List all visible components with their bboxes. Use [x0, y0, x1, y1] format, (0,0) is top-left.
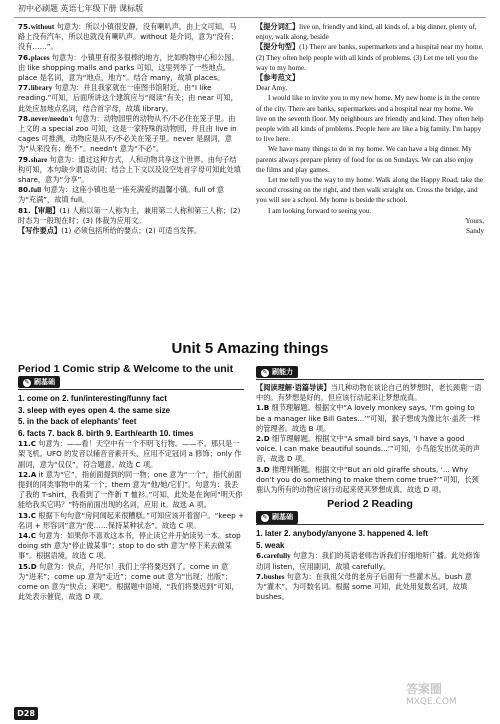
- answer-line: 6. facts 7. back 8. birth 9. Earth/earth 10. times: [18, 428, 194, 438]
- choice-item: [18, 511, 244, 531]
- page-number: D28: [14, 707, 38, 720]
- period1-answers: [18, 393, 244, 439]
- period2-title: Period 2 Reading: [327, 498, 413, 511]
- reading-item: [256, 465, 484, 496]
- answer-key: C: [30, 510, 37, 520]
- ability-badge-bar: [256, 366, 484, 380]
- item-number: 6.: [256, 551, 264, 561]
- reading-items: [256, 403, 484, 495]
- item-text: 句意为：我们的英语老师告诉我们仔细地听广播。此处修饰动词 listen，应用副词，故填 carefully。: [256, 551, 480, 571]
- explanation-item: [18, 83, 242, 114]
- period1-badge-bar: [18, 376, 244, 390]
- answer-key: C: [30, 439, 37, 449]
- reading-intro-text: 当几种动物在谈论自己的梦想时，老长颈鹿一语中的。有梦想是好的，但应该行动起来让梦想成真。: [256, 383, 482, 403]
- period2-answers: [256, 528, 484, 551]
- header-text: 初中必刷题 英语七年级下册 课标版: [18, 4, 144, 13]
- explanation-item: [256, 551, 484, 571]
- choice-item: [18, 470, 244, 511]
- item-number: 14.: [18, 531, 31, 541]
- reading-item: [256, 434, 484, 465]
- unit-title: Unit 5 Amazing things: [171, 340, 329, 357]
- model-tag: 【参考范文】: [256, 73, 300, 83]
- badge-label: 刷能力: [272, 368, 293, 376]
- letter-paragraph-4: I am looking forward to seeing you.: [268, 206, 372, 215]
- item-text: 句意为：所以小镇很安静，没有喇叭声。由上文可知，马路上没有汽车，所以也就没有喇叭声。without 是介词，意为“没有；没有……”。: [18, 22, 238, 52]
- basic-badge-2: [256, 511, 298, 523]
- period1-items: [18, 439, 244, 602]
- explanation-item: [18, 185, 242, 205]
- item-number: 77.: [18, 83, 31, 93]
- explanation-item: [256, 572, 484, 603]
- item-number: 2.: [256, 434, 264, 444]
- badge-label: 刷基础: [272, 513, 293, 522]
- answer-word: library: [30, 84, 53, 93]
- answer-line: 1. come on 2. fun/interesting/funny fact: [18, 394, 167, 404]
- basic-badge: [18, 376, 60, 388]
- period2-badge-bar: [256, 511, 484, 525]
- sentence-text: (1) There are banks, supermarkets and a hospital near my home. (2) They often help people with all kinds of problems. (3) Let me tell you the way to my home.: [256, 43, 484, 72]
- choice-item: [18, 562, 244, 603]
- item-text: 句意为：这座小镇也是一座充满爱的温馨小镇。full of 意为“充满”，故填 full。: [18, 185, 225, 205]
- ability-badge: [256, 366, 298, 378]
- watermark: [406, 680, 486, 716]
- writing-item: [18, 206, 242, 226]
- item-number: 80.: [18, 185, 31, 195]
- item-text: 根据下句句意“房间闻起来很糟糕。”可知应该开着窗户。“keep + 名词 + 形容词”意为“使……保持某种状态”。故选 C 项。: [18, 510, 244, 530]
- answer-word: without: [30, 23, 55, 31]
- item-text: (1) 人称以第一人称为主，兼用第二人称和第三人称；(2) 时态为一般现在时；(3) 体裁为应用文。: [18, 205, 241, 225]
- item-text: (1) 必须包括所给的要点；(2) 可适当发挥。: [61, 226, 202, 236]
- answer-line: 5. in the back of elephants' feet: [18, 417, 137, 427]
- item-number: 15.: [18, 561, 31, 571]
- item-text: 句意为：在我祖父母的老房子后面有一些灌木丛。bush 意为“灌木”，为可数名词。根据 some 可知，此处用复数名词，故填 bushes。: [256, 571, 472, 602]
- item-text: 句意为：快点，丹尼尔！我们上学将要迟到了。come in 意为“进来”；come up 意为“走近”；come out 意为“出现；出版”；come on 意为“快点；来吧”。根据题中语境，“我们将要迟到”可知，此处表示催促，故选 D 项。: [18, 561, 239, 602]
- item-tag: 【审题】: [30, 205, 60, 215]
- item-number: 7.: [256, 571, 264, 581]
- explanation-item: [18, 155, 242, 186]
- answer-key: B: [263, 403, 270, 413]
- letter-paragraph-1: I would like to invite you to my new home. My new home is in the centre of the city. There are banks, supermarkets and a hospital near my home. We live on the seventh floor. My neighbours are friendly and kind. They often help people with all kinds of problems. People here are like a big family. I'm happy to live here.: [256, 94, 484, 144]
- right-bottom-column: [256, 364, 484, 602]
- item-number: 1.: [256, 403, 264, 413]
- item-number: 12.: [18, 469, 31, 479]
- writing-item: [18, 226, 242, 236]
- header-rule: [14, 17, 486, 18]
- letter-closing: Yours,: [465, 216, 484, 225]
- left-top-column: [18, 22, 242, 236]
- answer-word: bushes: [263, 572, 285, 581]
- answer-key: C: [30, 531, 37, 541]
- answer-key: D: [263, 434, 270, 444]
- item-number: 13.: [18, 510, 31, 520]
- item-text: it 意为“它”，指前面提到的同一物；one 意为“一个”，指代前面提到的同类事物中的某一个；them 意为“他/她/它们”。句意为：我丢了我的 T-shirt，我看到了一件新 T 恤衫。”可知，此处是在询问“明天你能给我买它吗？”特指前面出现的名词，应用 it。故选 A 项。: [18, 469, 243, 510]
- item-text: 句意为：小镇里有很多很棒的地方，比如购物中心和公园。由 like shopping malls and parks 可知，这里列举了一些地点。place 是名词，意为“地点，地方”。结合 many，故填 places。: [18, 52, 239, 83]
- hint-tag: 【提分词汇】: [256, 22, 300, 31]
- page-header: [0, 0, 500, 20]
- badge-icon: ✎: [24, 379, 30, 387]
- letter-paragraph-2: We have many things to do in my home. We can have a big dinner. My parents always prepare plenty of food for us on Sundays. We can also enjoy the films and play games.: [256, 145, 474, 174]
- item-text: 推理判断题。根据文中“But an old giraffe shouts, ‘... Why don't you do something to make them come true?’”可知，长颈鹿认为所有的动物应该行动起来使其梦想成真。故选 D 项。: [256, 464, 479, 495]
- answer-key: A: [30, 469, 37, 479]
- right-top-column: [256, 22, 484, 236]
- period1-title: Period 1 Comic strip & Welcome to the unit: [18, 363, 234, 375]
- item-text: 细节理解题。根据文中“A small bird says, ‘I have a good voice. I can make beautiful sounds...’”可知，小鸟能发出优美的声音，故选 D 项。: [256, 434, 481, 464]
- item-number: 81.: [18, 205, 31, 215]
- item-text: 句意为：并且我家就在一座图书馆附近。由“I like reading.”可知，后面所讲这个建筑应与“阅读”有关；由 near 可知，此处应加地点名词，结合首字母，故填 library。: [18, 83, 238, 113]
- item-text: 句意为：动物园里的动物从不/不必住在笼子里。由上文的 a special zoo 可知，这是一家特殊的动物园，并且由 live in cages 可推测，动物应是从不/不必关在笼子里。never 是副词，意为“从来没有；绝不”。needn't 意为“不必”。: [18, 113, 237, 154]
- left-bottom-column: [18, 364, 244, 602]
- watermark-title: 答案圈: [406, 682, 443, 696]
- sentence-tag: 【提分句型】: [256, 42, 300, 52]
- badge-label: 刷基础: [34, 378, 55, 387]
- watermark-url: MXQE.COM: [406, 697, 457, 707]
- badge-icon: ✎: [262, 514, 268, 522]
- item-text: 句意为：如果你不喜欢这本书，停止读它并开始读另一本。stop doing sth 意为“停止做某事”；stop to do sth 意为“停下来去做某事”。根据语境，故选 C 项。: [18, 531, 241, 561]
- letter-greeting: Dear Amy,: [256, 84, 288, 93]
- answer-word: share: [30, 155, 48, 164]
- answer-word: carefully: [263, 552, 291, 561]
- explanation-item: [18, 114, 242, 155]
- explanation-item: [18, 53, 242, 84]
- period2-items: [256, 551, 484, 602]
- item-number: 78.: [18, 113, 31, 123]
- item-number: 79.: [18, 154, 31, 164]
- answer-word: never/needn't: [30, 114, 73, 123]
- hint-text: live on, friendly and kind, all kinds of, a big dinner, plenty of, enjoy, walk along, beside: [256, 23, 477, 42]
- item-number: 76.: [18, 52, 31, 62]
- reading-intro-tag: 【阅读理解·语篇导读】: [256, 383, 331, 392]
- item-text: 句意为：——看！天空中有一个不明飞行物。——不。那只是一架飞机。UFO 的发音以辅音音素开头，应用不定冠词 a 修饰；only 作副词，意为“仅仅”，符合题意。故选 C 项。: [18, 439, 242, 469]
- item-number: 3.: [256, 464, 264, 474]
- letter-signature: Sandy: [466, 227, 484, 236]
- item-number: 11.: [18, 439, 31, 449]
- choice-item: [18, 531, 244, 562]
- choice-item: [18, 439, 244, 470]
- answer-line: 3. sleep with eyes open 4. the same size: [18, 405, 171, 415]
- item-text: 细节理解题。根据文中“A lovely monkey says, ‘I'm going to be a manager like Bill Gates...’”可知，猴子想成为像比尔·盖茨一样的管理者。故选 B 项。: [256, 403, 481, 433]
- answer-word: full: [30, 186, 42, 195]
- letter-paragraph-3: Let me tell you the way to my home. Walk along the Happy Road, take the second crossing on the right, and then walk straight on. Cross the bridge, and you will see a school. My home is beside the school.: [256, 176, 484, 205]
- answer-key: D: [30, 561, 37, 571]
- reading-item: [256, 403, 484, 434]
- answer-key: D: [263, 464, 270, 474]
- explanation-item: [18, 22, 242, 53]
- item-text: 句意为：通过这种方式，人和动物共享这个世界。由句子结构可知，本句缺少谓语动词；结合上下文以及设空处首字母可知此处填 share，意为“分享”。: [18, 154, 241, 185]
- answer-line: 5. weak: [256, 540, 285, 550]
- answer-line: 1. later 2. anybody/anyone 3. happened 4. left: [256, 529, 429, 539]
- item-number: 75.: [18, 22, 31, 31]
- item-tag: 【写作要点】: [18, 226, 62, 236]
- badge-icon: ✎: [262, 369, 268, 376]
- answer-word: places: [30, 53, 50, 62]
